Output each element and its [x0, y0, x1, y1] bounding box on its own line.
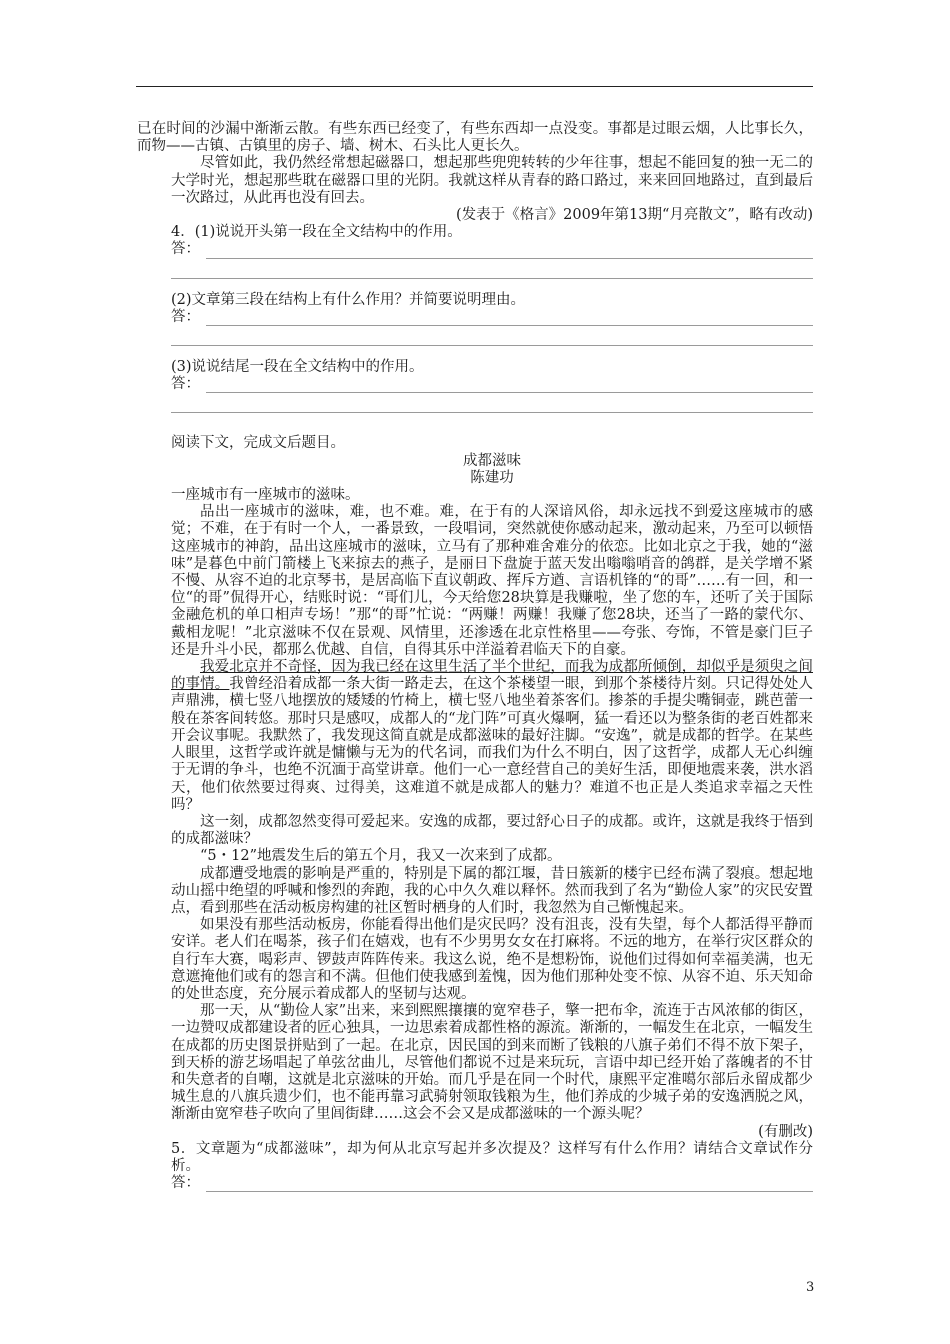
- source-note-2: (有删改): [758, 1123, 813, 1140]
- intro-paragraph-2: 尽管如此，我仍然经常想起磁器口，想起那些兜兜转转的少年往事，想起不能回复的独一无二的大学时光，想起那些耽在磁器口里的光阴。我就这样从青春的路口路过，来来回回地路过，直到最后一次路过，从此再也没有回去。: [171, 155, 813, 206]
- question-5: 5．文章题为“成都滋味”，却为何从北京写起并多次提及？这样写有什么作用？请结合文章试作分析。: [171, 1140, 813, 1174]
- article-title: 成都滋味: [463, 452, 521, 469]
- answer-line[interactable]: [206, 380, 813, 393]
- article-paragraph-3: [171, 659, 813, 814]
- answer-blank-line[interactable]: [171, 259, 813, 279]
- answer-label: 答：: [171, 308, 200, 325]
- page-number: 3: [806, 1280, 815, 1295]
- answer-blank-line[interactable]: [171, 326, 813, 346]
- answer-line[interactable]: [206, 1179, 813, 1192]
- article-paragraph-1: 一座城市有一座城市的滋味。: [171, 487, 360, 504]
- answer-4-1[interactable]: [171, 241, 813, 258]
- answer-label: 答：: [171, 1175, 200, 1192]
- article-author: 陈建功: [470, 469, 514, 486]
- question-4-2: (2)文章第三段在结构上有什么作用？并简要说明理由。: [171, 291, 526, 308]
- answer-label: 答：: [171, 241, 200, 258]
- intro-paragraph-1: 已在时间的沙漏中渐渐云散。有些东西已经变了，有些东西却一点没变。事都是过眼云烟，人比事长久，而物——古镇、古镇里的房子、墙、树木、石头比人更长久。: [137, 121, 813, 155]
- document-body: [137, 121, 813, 1192]
- source-note-1: (发表于《格言》2009年第13期“月亮散文”，略有改动): [456, 207, 813, 224]
- underlined-sentence: 我爱北京并不奇怪，因为我已经在这里生活了半个世纪，而我为成都所倾倒，却似乎是须臾之间的事情。: [171, 659, 813, 693]
- reading-instruction: 阅读下文，完成文后题目。: [171, 435, 345, 452]
- article-paragraph-5: “5・12”地震发生后的第五个月，我又一次来到了成都。: [200, 848, 562, 865]
- article-paragraph-8: 那一天，从“勤俭人家”出来，来到熙熙攘攘的宽窄巷子，擎一把布伞，流连于古风浓郁的街区，一边赞叹成都建设者的匠心独具，一边思索着成都性格的源流。渐渐的，一幅发生在北京，一幅发生在成都的历史图景拼贴到了一起。在北京，因民国的到来而断了钱粮的八旗子弟们不得不放下架子，到天桥的游艺场唱起了单弦岔曲儿，尽管他们都说不过是来玩玩，言语中却已经开始了落魄者的不甘和失意者的自嘲，这就是北京滋味的开始。而几乎是在同一个时代，康熙平定准噶尔部后永留成都少城生息的八旗兵遗少们，也不能再靠习武骑射领取钱粮为生，他们养成的少城子弟的安逸洒脱之风，渐渐由宽窄巷子吹向了里闾街肆……这会不会又是成都滋味的一个源头呢？: [171, 1003, 813, 1123]
- answer-4-2[interactable]: [171, 309, 813, 326]
- article-paragraph-2: 品出一座城市的滋味，难，也不难。难，在于有的人深谙风俗，却永远找不到爱这座城市的感觉；不难，在于有时一个人，一番景致，一段唱词，突然就使你感动起来，激动起来，乃至可以顿悟这座城市的神韵，品出这座城市的滋味，立马有了那种难舍难分的依恋。比如北京之于我，她的“滋味”是暮色中前门箭楼上飞来掠去的燕子，是丽日下盘旋于蓝天发出嗡嗡哨音的鸽群，是关学增不紧不慢、从容不迫的北京琴书，是居高临下直议朝政、挥斥方遒、言语机锋的“的哥”……有一回，和一位“的哥”侃得开心，结账时说：“哥们儿，今天给您28块算是我赚啦，坐了您的车，还听了关于国际金融危机的单口相声专场！”那“的哥”忙说：“两赚！两赚！我赚了您28块，还当了一路的蒙代尔、戴相龙呢！”北京滋味不仅在景观、风情里，还渗透在北京性格里——夸张、夸饰，不管是豪门巨子还是升斗小民，都那么优越、自信，自得其乐中洋溢着君临天下的自豪。: [171, 504, 813, 658]
- paragraph-3-rest: 我曾经沿着成都一条大街一路走去，在这个茶楼望一眼，到那个茶楼待片刻。只记得处处人声鼎沸，横七竖八地摆放的矮矮的竹椅上，横七竖八地坐着茶客们。掺茶的手提尖嘴铜壶，跳芭蕾一般在茶客间转悠。那时只是感叹，成都人的“龙门阵”可真火爆啊，猛一看还以为整条街的老百姓都来开会议事呢。我默然了，我发现这简直就是成都滋味的最好注脚。“安逸”，就是成都的哲学。在某些人眼里，这哲学或许就是慵懒与无为的代名词，而我们为什么不明白，因了这哲学，成都人无心纠缠于无谓的争斗，也绝不沉湎于高堂讲章。他们一心一意经营自己的美好生活，即便地震来袭，洪水滔天，他们依然要过得爽、过得美，这难道不就是成都人的魅力？难道不也正是人类追求幸福之天性吗？: [171, 676, 813, 813]
- question-4-1: 4．(1)说说开头第一段在全文结构中的作用。: [171, 224, 462, 241]
- answer-4-3[interactable]: [171, 376, 813, 393]
- answer-line[interactable]: [206, 313, 813, 326]
- article-paragraph-7: 如果没有那些活动板房，你能看得出他们是灾民吗？没有沮丧，没有失望，每个人都活得平静而安详。老人们在喝茶，孩子们在嬉戏，也有不少男男女女在打麻将。不远的地方，在举行灾区群众的自行车大赛，喝彩声、锣鼓声阵阵传来。我这么说，绝不是想粉饰，说他们过得如何幸福美满，也无意遮掩他们或有的怨言和不满。但他们使我感到羞愧，因为他们那种处变不惊、从容不迫、乐天知命的处世态度，充分展示着成都人的坚韧与达观。: [171, 917, 813, 1002]
- answer-label: 答：: [171, 376, 200, 393]
- answer-blank-line[interactable]: [171, 393, 813, 413]
- article-paragraph-4: 这一刻，成都忽然变得可爱起来。安逸的成都，要过舒心日子的成都。或许，这就是我终于悟到的成都滋味？: [171, 813, 813, 848]
- answer-5[interactable]: [171, 1175, 813, 1192]
- header-rule: [136, 86, 813, 87]
- answer-line[interactable]: [206, 246, 813, 259]
- article-paragraph-6: 成都遭受地震的影响是严重的，特别是下属的都江堰，昔日簇新的楼宇已经布满了裂痕。想起地动山摇中绝望的呼喊和惨烈的奔跑，我的心中久久难以释怀。然而我到了名为“勤俭人家”的灾民安置点，看到那些在活动板房构建的社区暂时栖身的人们时，我忽然为自己惭愧起来。: [171, 865, 813, 916]
- question-4-3: (3)说说结尾一段在全文结构中的作用。: [171, 359, 424, 376]
